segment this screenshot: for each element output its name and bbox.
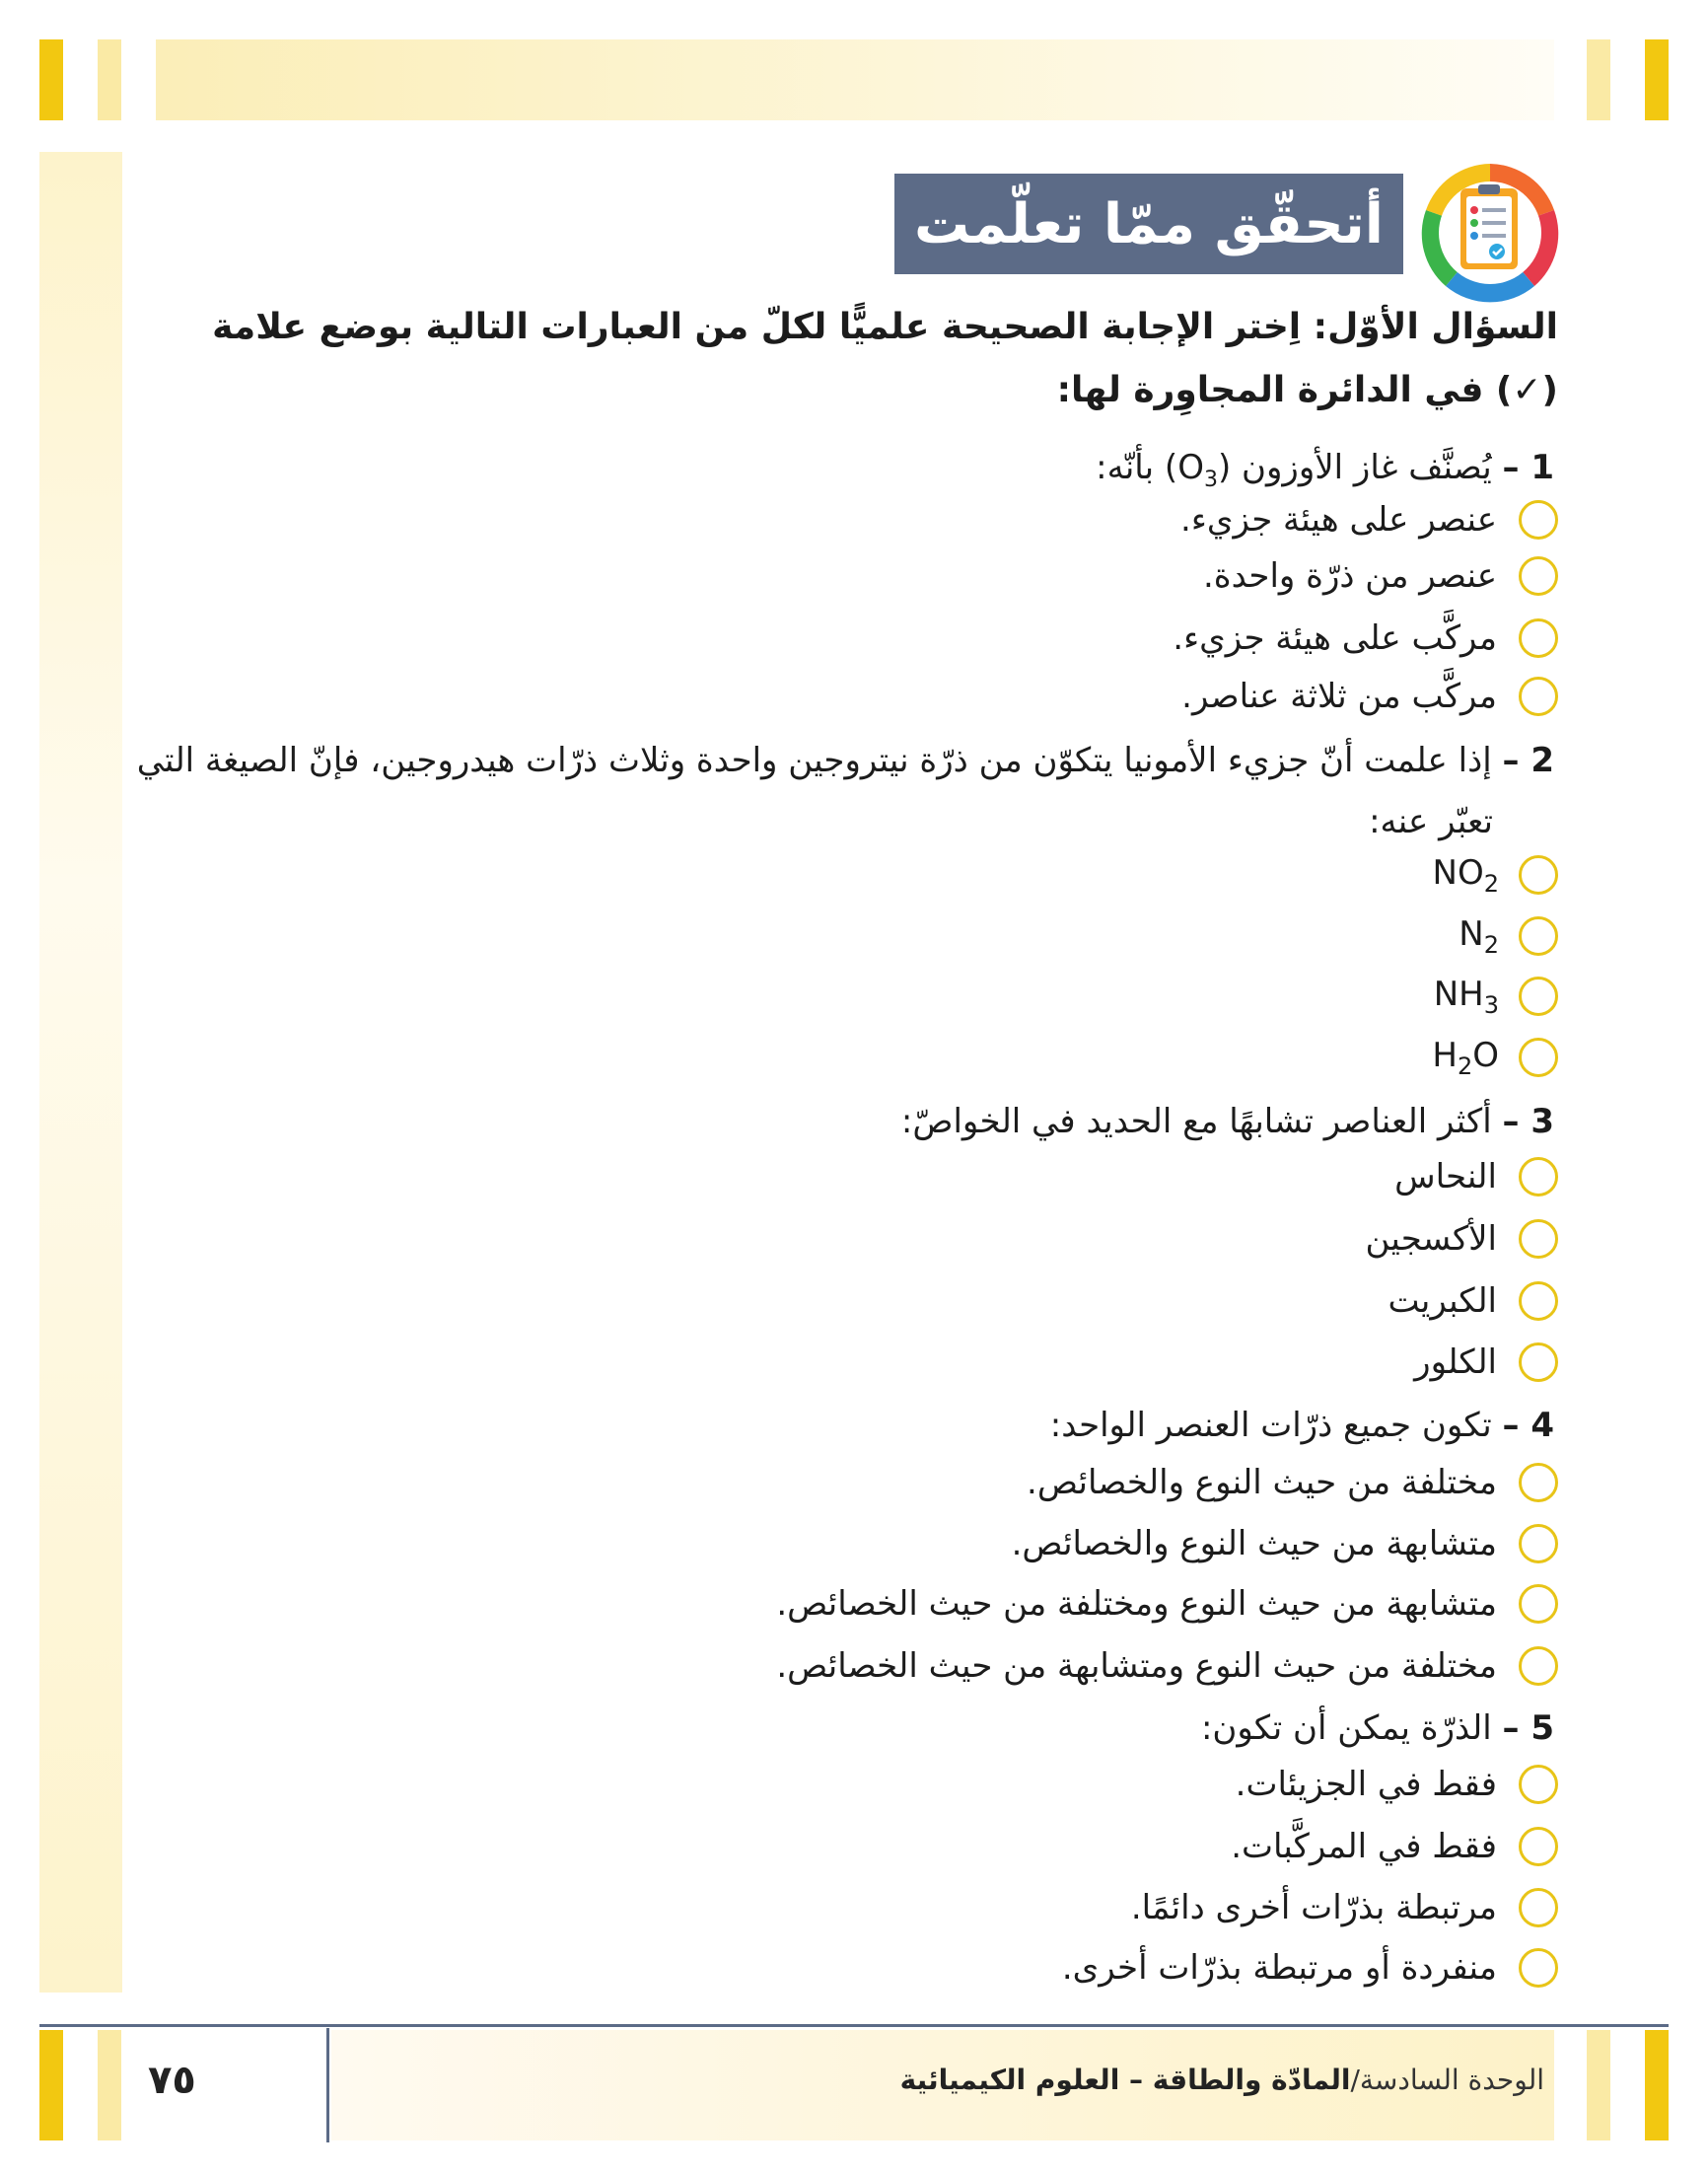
item-4-option-4[interactable] [776, 1641, 1558, 1691]
item-3-option-2[interactable] [1366, 1214, 1558, 1264]
item-3-stem [901, 1097, 1554, 1146]
item-5-stem-text: الذرّة يمكن أن تكون: [1200, 1708, 1492, 1748]
option-label: الأكسجين [1365, 1219, 1497, 1259]
item-4-option-2[interactable] [1012, 1519, 1558, 1568]
item-4-option-3[interactable] [776, 1579, 1558, 1629]
item-1-option-3[interactable] [1173, 614, 1558, 663]
item-3-option-1[interactable] [1394, 1152, 1558, 1201]
footer-left-bar-1 [39, 2030, 63, 2140]
radio-circle[interactable] [1519, 1281, 1558, 1321]
option-label: فقط في المركَّبات. [1231, 1827, 1497, 1866]
option-label: منفردة أو مرتبطة بذرّات أخرى. [1061, 1948, 1497, 1988]
item-3-option-3[interactable] [1388, 1276, 1558, 1326]
option-label: مركَّب على هيئة جزيء. [1173, 618, 1497, 658]
item-5-stem [1201, 1704, 1554, 1753]
item-5-option-1[interactable] [1236, 1760, 1558, 1809]
item-4-stem-text: تكون جميع ذرّات العنصر الواحد: [1049, 1406, 1492, 1445]
formula-label: $N_2$ [1459, 913, 1499, 959]
radio-circle[interactable] [1519, 1646, 1558, 1686]
option-label: متشابهة من حيث النوع ومختلفة من حيث الخصائص. [776, 1584, 1497, 1624]
footer-unit-label [900, 2064, 1544, 2096]
radio-circle[interactable] [1519, 1157, 1558, 1196]
radio-circle[interactable] [1519, 977, 1558, 1016]
page-number: ٧٥ [148, 2058, 196, 2103]
item-1-stem-a: يُصنَّف غاز الأوزون (O [1177, 448, 1492, 487]
option-label: عنصر على هيئة جزيء. [1180, 500, 1497, 540]
formula-label: $NO_2$ [1432, 852, 1499, 898]
radio-circle[interactable] [1519, 1219, 1558, 1259]
radio-circle[interactable] [1519, 500, 1558, 540]
top-left-bar-2 [98, 39, 121, 120]
item-2-option-1[interactable] [1433, 850, 1558, 900]
radio-circle[interactable] [1519, 1827, 1558, 1866]
item-2-stem-line-2: تعبّر عنه: [1369, 802, 1493, 841]
checklist-icon [1416, 161, 1564, 305]
option-label: النحاس [1394, 1157, 1497, 1196]
radio-circle[interactable] [1519, 618, 1558, 658]
question-heading: السؤال الأوّل: اِختر الإجابة الصحيحة علميًّا لكلّ من العبارات التالية بوضع علامة (✓) في الدائرة المجاوِرة لها: [212, 307, 1558, 410]
radio-circle[interactable] [1519, 1888, 1558, 1927]
item-2-stem-line-1 [137, 736, 1554, 785]
radio-circle[interactable] [1519, 1765, 1558, 1804]
item-3-stem-text: أكثر العناصر تشابهًا مع الحديد في الخواصّ: [900, 1102, 1492, 1141]
item-1-stem-b: ) بأنّه: [1096, 448, 1178, 487]
left-side-band [39, 152, 122, 1993]
option-label: مركَّب من ثلاثة عناصر. [1181, 677, 1497, 716]
item-1-stem-sub: 3 [1203, 467, 1218, 492]
radio-circle[interactable] [1519, 677, 1558, 716]
item-4-stem [1050, 1401, 1554, 1450]
option-label: عنصر من ذرّة واحدة. [1202, 556, 1497, 596]
option-label: مختلفة من حيث النوع والخصائص. [1027, 1463, 1497, 1502]
top-left-bar-1 [39, 39, 63, 120]
option-label: متشابهة من حيث النوع والخصائص. [1011, 1524, 1497, 1563]
footer-unit-title: المادّة والطاقة – العلوم الكيميائية [899, 2064, 1351, 2096]
option-label: مرتبطة بذرّات أخرى دائمًا. [1130, 1888, 1497, 1927]
option-label: الكبريت [1388, 1281, 1497, 1321]
formula-label: $H_2O$ [1432, 1035, 1499, 1080]
item-1-number: 1 – [1502, 448, 1554, 487]
radio-circle[interactable] [1519, 1948, 1558, 1988]
item-1-stem [1096, 443, 1554, 492]
section-title: أتحقّق ممّا تعلّمت [894, 174, 1403, 274]
option-label: فقط في الجزيئات. [1235, 1765, 1497, 1804]
radio-circle[interactable] [1519, 855, 1558, 895]
item-5-option-2[interactable] [1231, 1822, 1558, 1871]
item-2-option-2[interactable] [1459, 911, 1558, 961]
footer-left-bar-2 [98, 2030, 121, 2140]
item-2-stem-text: إذا علمت أنّ جزيء الأمونيا يتكوّن من ذرّة نيتروجين واحدة وثلاث ذرّات هيدروجين، فإنّ الصيغة التي [136, 741, 1492, 780]
item-2-option-4[interactable] [1432, 1033, 1558, 1082]
radio-circle[interactable] [1519, 556, 1558, 596]
footer-unit: الوحدة السادسة/ [1350, 2064, 1544, 2096]
formula-label: $NH_3$ [1433, 974, 1499, 1019]
item-1-option-4[interactable] [1181, 672, 1558, 721]
item-5-option-3[interactable] [1131, 1883, 1558, 1932]
option-label: الكلور [1414, 1342, 1497, 1382]
item-5-number: 5 – [1502, 1708, 1554, 1748]
footer-right-bar-1 [1587, 2030, 1610, 2140]
item-4-number: 4 – [1502, 1406, 1554, 1445]
footer-divider [326, 2028, 329, 2142]
item-1-option-1[interactable] [1180, 495, 1558, 544]
top-right-bar-2 [1645, 39, 1669, 120]
radio-circle[interactable] [1519, 1584, 1558, 1624]
item-4-option-1[interactable] [1027, 1458, 1558, 1507]
radio-circle[interactable] [1519, 1524, 1558, 1563]
footer-right-bar-2 [1645, 2030, 1669, 2140]
item-2-option-3[interactable] [1434, 972, 1558, 1021]
item-2-number: 2 – [1502, 741, 1554, 780]
option-label: مختلفة من حيث النوع ومتشابهة من حيث الخصائص. [776, 1646, 1497, 1686]
item-3-option-4[interactable] [1414, 1338, 1558, 1387]
radio-circle[interactable] [1519, 1463, 1558, 1502]
item-5-option-4[interactable] [1062, 1943, 1558, 1993]
radio-circle[interactable] [1519, 916, 1558, 956]
radio-circle[interactable] [1519, 1342, 1558, 1382]
item-1-option-2[interactable] [1203, 551, 1558, 601]
top-band [156, 39, 1554, 120]
item-3-number: 3 – [1502, 1102, 1554, 1141]
top-right-bar-1 [1587, 39, 1610, 120]
radio-circle[interactable] [1519, 1038, 1558, 1077]
footer-rule [39, 2024, 1669, 2027]
